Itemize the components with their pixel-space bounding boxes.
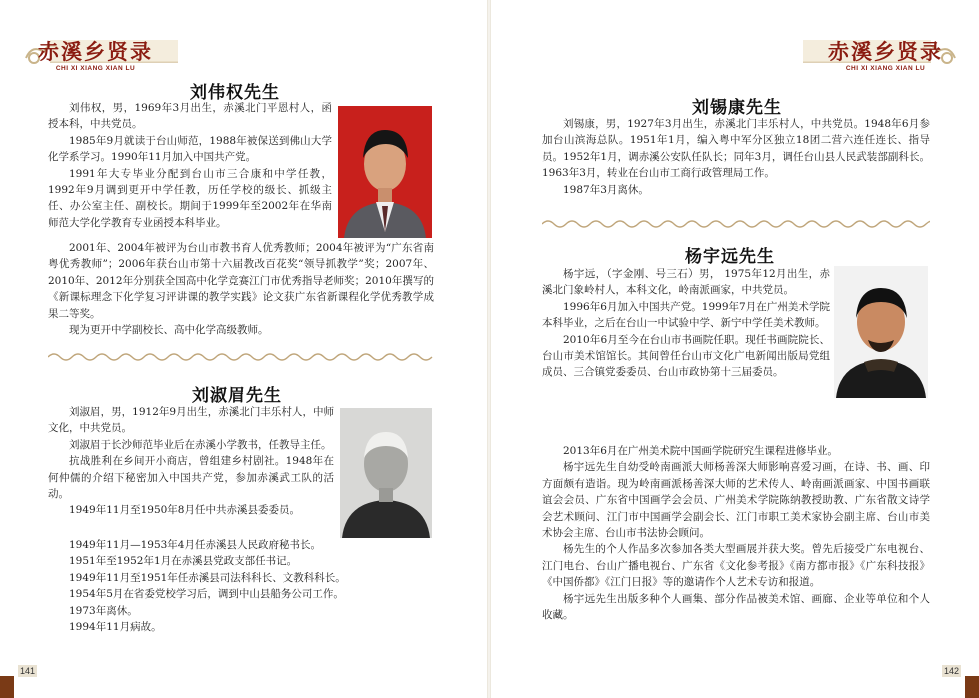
bio-paragraph: 1985年9月就读于台山师范，1988年被保送到佛山大学化学系学习。1990年11月加入中国共产党。 [48,134,332,164]
bio-liu-weiquan-bottom [48,240,434,338]
bio-paragraph: 2001年、2004年被评为台山市教书育人优秀教师；2004年被评为“广东省南粤优秀教师”；2006年获台山市第十六届教改百花奖“领导抓教学”奖；2007年、2010年、2012年分别获全国高中化学竞赛江门市优秀指导老师奖；2010年撰写的《新课标理念下化学复习评讲课的教学实践》论文获广东省新课程化学优秀教学成果二等奖。 [48,242,434,320]
bio-paragraph: 2013年6月在广州美术院中国画学院研究生课程进修毕业。 [563,445,838,457]
bio-yang-yuyuan-top [542,266,830,381]
header-subtitle: CHI XI XIANG XIAN LU [55,65,136,72]
bio-paragraph: 杨先生的个人作品多次参加各类大型画展并获大奖。曾先后接受广东电视台、江门电台、台山广播电视台、广东省《文化参考报》《南方都市报》《广东科技报》《中国侨都》《江门日报》等的邀请作个人艺术专访和报道。 [542,543,930,589]
portrait-liu-weiquan [338,106,432,238]
bio-liu-shumei-top [48,404,334,519]
bio-paragraph: 杨宇远，（字金刚、号三石）男， 1975年12月出生，赤溪北门象岭村人，本科文化，岭南派画家，中共党员。 [542,268,830,297]
bio-yang-yuyuan-bottom [542,443,930,623]
bio-paragraph: 刘淑眉，男，1912年9月出生，赤溪北门丰乐村人，中师文化，中共党员。 [48,406,334,435]
ornament-divider [542,219,930,229]
bio-paragraph: 2010年6月至今在台山市书画院任职。现任书画院院长、台山市美术馆馆长。其间曾任台山市文化广电新闻出版局党组成员、三合镇党委委员、台山市政协第十三届委员。 [542,333,830,379]
bio-paragraph: 1949年11月至1951年任赤溪县司法科科长、文教科科长。 [69,571,346,584]
page-corner-decoration [965,676,979,698]
portrait-liu-shumei [340,408,432,538]
bio-paragraph: 1951年至1952年1月在赤溪县党政支部任书记。 [69,555,298,568]
bio-paragraph: 1973年离休。 [69,604,138,617]
bio-paragraph: 1991年大专毕业分配到台山市三合康和中学任教，1992年9月调到更开中学任教，历任学校的级长、抓级主任、办公室主任、副校长。期间于1999年至2002年在华南师范大学化学教育专业函授本科毕业。 [48,167,332,229]
portrait-yang-yuyuan [834,266,928,398]
bio-paragraph: 刘伟权，男，1969年3月出生，赤溪北门平恩村人，函授本科，中共党员。 [48,102,332,131]
bio-paragraph: 杨宇远先生出版多种个人画集、部分作品被美术馆、画廊、企业等单位和个人收藏。 [542,592,930,622]
person-name-yang-yuyuan: 杨宇远先生 [685,247,775,267]
bio-liu-shumei-bottom [48,537,434,635]
header-title: 赤溪乡贤录 [38,39,153,64]
header-subtitle: CHI XI XIANG XIAN LU [845,65,926,72]
portrait-yang-yuyuan-icon [834,266,928,398]
left-page [0,0,489,698]
page-header [24,36,167,72]
bio-paragraph: 1949年11月至1950年8月任中共赤溪县委委员。 [69,504,300,517]
page-number: 141 [20,666,36,676]
bio-liu-xikang [542,116,930,198]
portrait-liu-shumei-icon [340,408,432,538]
portrait-liu-weiquan-icon [338,106,432,238]
person-name-liu-shumei: 刘淑眉先生 [192,386,282,406]
page-number: 142 [943,666,959,676]
person-name-liu-xikang: 刘锡康先生 [692,98,782,118]
bio-paragraph: 现为更开中学副校长、高中化学高级教师。 [69,324,269,337]
ornament-divider [48,352,434,362]
page-header [814,36,957,72]
bio-paragraph: 1949年11月—1953年4月任赤溪县人民政府秘书长。 [69,539,321,551]
bio-paragraph: 1987年3月离休。 [563,183,649,196]
bio-paragraph: 1954年5月在省委党校学习后，调到中山县船务公司工作。 [69,588,344,601]
bio-liu-weiquan-top [48,100,332,231]
right-page [490,0,979,698]
page-corner-decoration [0,676,14,698]
bio-paragraph: 1994年11月病故。 [69,621,162,634]
bio-paragraph: 刘淑眉于长沙师范毕业后在赤溪小学教书，任教导主任。 [69,438,332,451]
bio-paragraph: 杨宇远先生自幼受岭南画派大师杨善深大师影响喜爱习画，在诗、书、画、印方面颇有造诣。现为岭南画派杨善深大师的艺术传人、岭南画派画家、中国书画联谊会会员、广东省中国画学会会员、广州美术学院陈纳教授助教、广东省散文诗学会艺术顾问、江门市中国画学会副会长、江门市职工美术家协会副主席、台山市美术协会主席、台山市书法协会顾问。 [542,461,930,540]
header-title: 赤溪乡贤录 [828,39,943,64]
bio-paragraph: 1996年6月加入中国共产党。1999年7月在广州美术学院本科毕业，之后在台山一中试验中学、新宁中学任美术教师。 [542,300,830,330]
person-name-liu-weiquan: 刘伟权先生 [190,83,280,103]
bio-paragraph: 抗战胜利在乡间开小商店，曾组建乡村剧社。1948年在何仲儒的介绍下秘密加入中国共产党，参加赤溪武工队的活动。 [48,455,334,501]
bio-paragraph: 刘锡康，男，1927年3月出生，赤溪北门丰乐村人，中共党员。1948年6月参加台山滨海总队。1951年1月，编入粤中军分区独立18团二营六连任连长、指导员。1952年1月，调赤溪公安队任队长；同年3月，调任台山县人民武装部副科长。1963年3月，转业在台山市工商行政管理局工作。 [542,118,930,180]
